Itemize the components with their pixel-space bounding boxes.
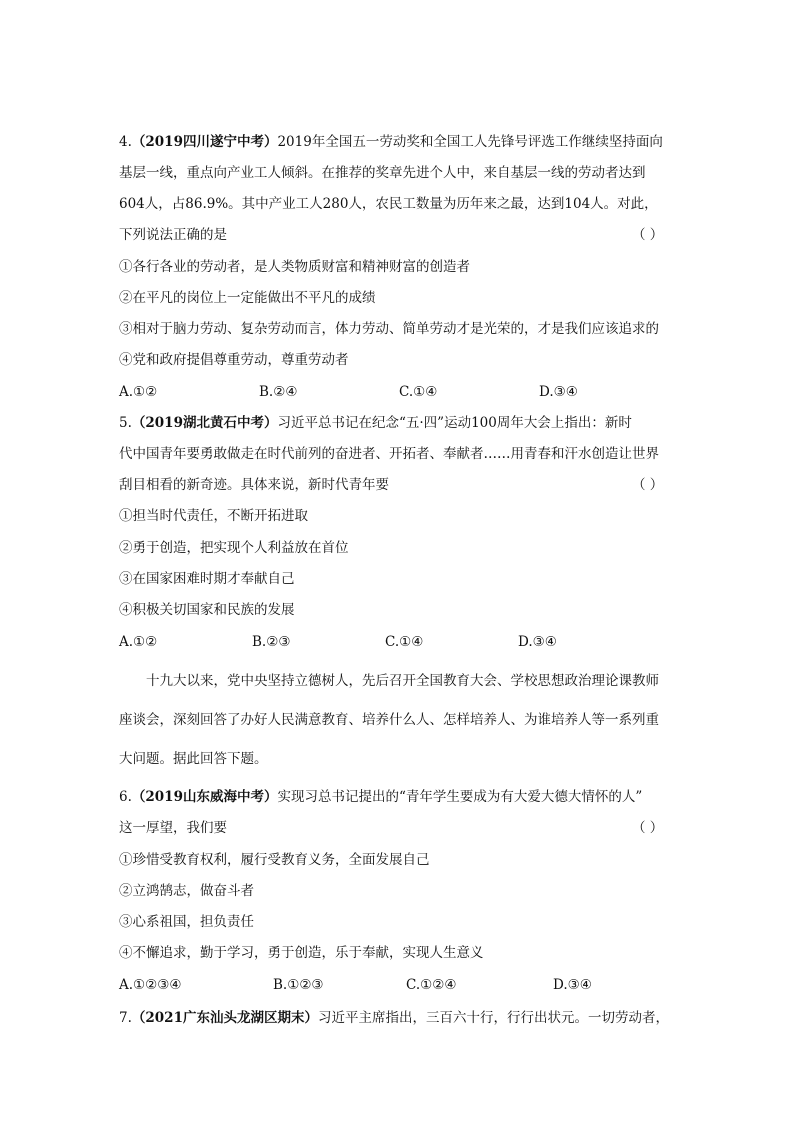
q5-stem-line-2: 代中国青年要勇敢做走在时代前列的奋进者、开拓者、奉献者……用青春和汗水创造让世界 [119, 446, 659, 462]
q6-option-b: B.①②③ [273, 977, 324, 993]
q5-option-d: D.③④ [518, 634, 557, 650]
q6-option-c: C.①②④ [406, 977, 457, 993]
q5-source: （2019湖北黄石中考） [131, 415, 278, 431]
q5-answer-blank: （ ） [632, 477, 664, 493]
q7-stem-line-1: 7.（2021广东汕头龙湖区期末）习近平主席指出，三百六十行，行行出状元。一切劳动者， [119, 1010, 669, 1026]
q4-option-b: B.②④ [259, 384, 298, 400]
passage-line-3: 大问题。据此回答下题。 [119, 751, 268, 767]
q4-source: （2019四川遂宁中考） [131, 134, 278, 150]
q4-option-a: A.①② [119, 384, 158, 400]
q6-answer-blank: （ ） [632, 820, 664, 836]
q4-stem-line-1: 4.（2019四川遂宁中考）2019年全国五一劳动奖和全国工人先锋号评选工作继续坚持面向 [119, 134, 663, 150]
q4-answer-blank: （ ） [632, 227, 664, 243]
q6-statement-1: ①珍惜受教育权利，履行受教育义务，全面发展自己 [119, 852, 430, 868]
q4-option-c: C.①④ [399, 384, 438, 400]
q5-statement-2: ②勇于创造，把实现个人利益放在首位 [119, 540, 349, 556]
passage-line-2: 座谈会，深刻回答了办好人民满意教育、培养什么人、怎样培养人、为谁培养人等一系列重 [119, 712, 659, 728]
q6-source: （2019山东威海中考） [131, 789, 278, 805]
q5-option-a: A.①② [119, 634, 158, 650]
q5-stem-line-1: 5.（2019湖北黄石中考）习近平总书记在纪念“五·四”运动100周年大会上指出：新时 [119, 415, 632, 431]
q5-option-b: B.②③ [252, 634, 291, 650]
q6-stem-line-2: 这一厚望，我们要 [119, 820, 227, 836]
q6-stem-line-1: 6.（2019山东威海中考）实现习总书记提出的“青年学生要成为有大爱大德大情怀的人” [119, 789, 643, 805]
q4-stem-line-2: 基层一线，重点向产业工人倾斜。在推荐的奖章先进个人中，来自基层一线的劳动者达到 [119, 165, 646, 181]
q4-statement-3: ③相对于脑力劳动、复杂劳动而言，体力劳动、简单劳动才是光荣的，才是我们应该追求的 [119, 321, 659, 337]
q6-statement-2: ②立鸿鹄志，做奋斗者 [119, 883, 254, 899]
q5-stem-line-3: 刮目相看的新奇迹。具体来说，新时代青年要 [119, 477, 389, 493]
q7-source: （2021广东汕头龙湖区期末） [131, 1010, 318, 1026]
q4-stem-line-3: 604人，占86.9%。其中产业工人280人，农民工数量为历年来之最，达到104人。对此， [119, 196, 658, 212]
q6-statement-3: ③心系祖国，担负责任 [119, 914, 254, 930]
q6-statement-4: ④不懈追求，勤于学习，勇于创造，乐于奉献，实现人生意义 [119, 945, 484, 961]
q4-option-d: D.③④ [539, 384, 578, 400]
q5-statement-3: ③在国家困难时期才奉献自己 [119, 571, 295, 587]
q4-statement-1: ①各行各业的劳动者，是人类物质财富和精神财富的创造者 [119, 259, 470, 275]
q5-statement-4: ④积极关切国家和民族的发展 [119, 602, 295, 618]
q5-statement-1: ①担当时代责任，不断开拓进取 [119, 508, 308, 524]
q4-statement-4: ④党和政府提倡尊重劳动，尊重劳动者 [119, 352, 349, 368]
q5-option-c: C.①④ [385, 634, 424, 650]
q4-stem-line-4: 下列说法正确的是 [119, 227, 227, 243]
q6-option-d: D.③④ [553, 977, 592, 993]
q6-option-a: A.①②③④ [119, 977, 182, 993]
passage-line-1: 十九大以来，党中央坚持立德树人，先后召开全国教育大会、学校思想政治理论课教师 [146, 673, 659, 689]
q4-statement-2: ②在平凡的岗位上一定能做出不平凡的成绩 [119, 290, 376, 306]
